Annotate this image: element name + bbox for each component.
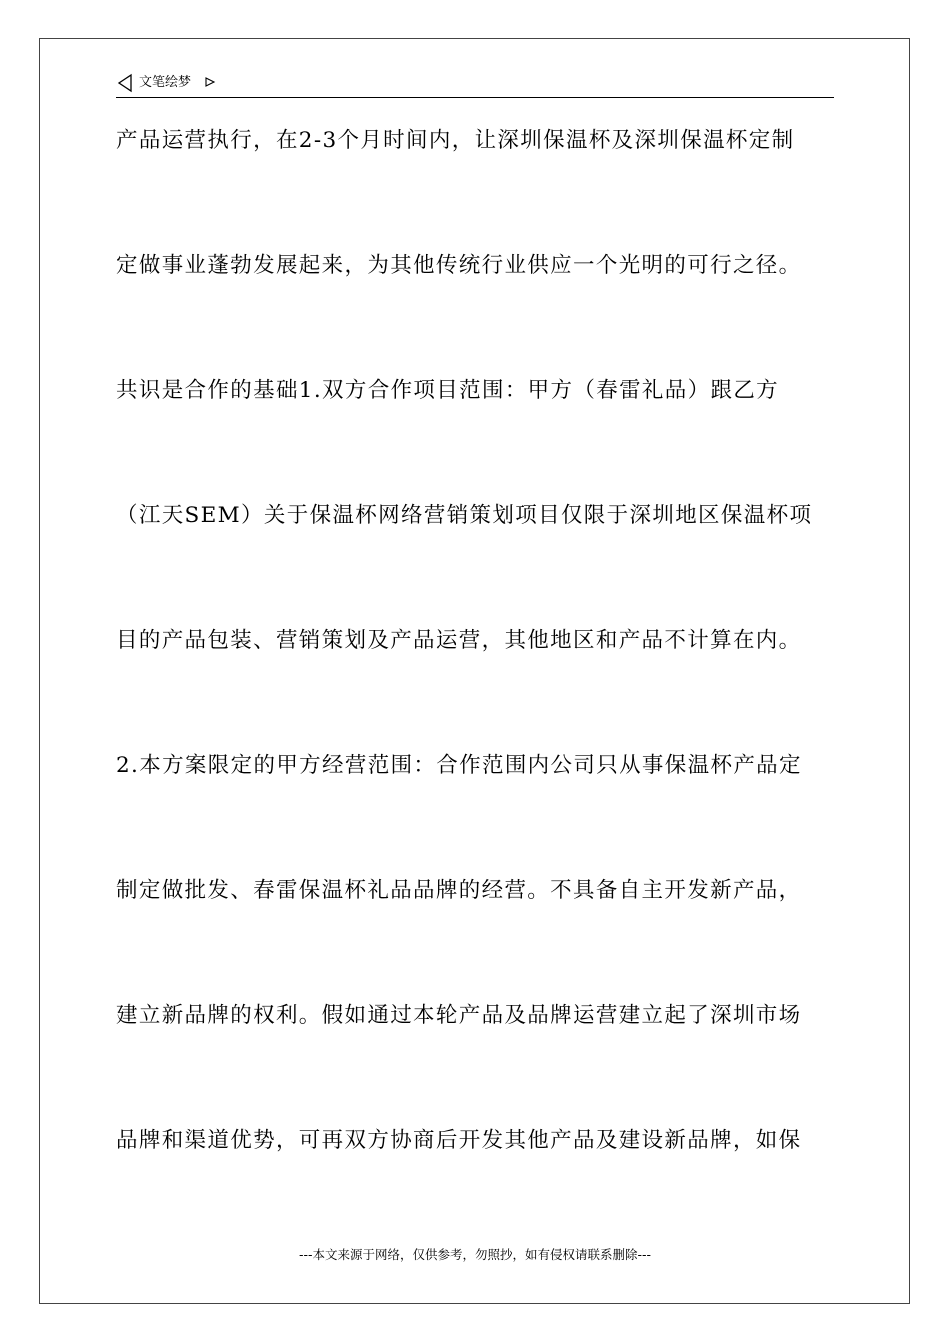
- paragraph-line: 品牌和渠道优势，可再双方协商后开发其他产品及建设新品牌，如保: [116, 1128, 802, 1153]
- page-header: [116, 72, 834, 98]
- paragraph-line: 建立新品牌的权利。假如通过本轮产品及品牌运营建立起了深圳市场: [116, 1003, 802, 1028]
- paragraph-line: 目的产品包装、营销策划及产品运营，其他地区和产品不计算在内。: [116, 628, 802, 653]
- paragraph-line: 制定做批发、春雷保温杯礼品品牌的经营。不具备自主开发新产品，: [116, 878, 802, 903]
- triangle-right-outline-icon: [204, 76, 216, 88]
- header-title: 文笔绘梦: [139, 75, 192, 90]
- triangle-left-outline-icon: [116, 73, 136, 93]
- footer-disclaimer: ---本文来源于网络，仅供参考，勿照抄，如有侵权请联系删除---: [298, 1247, 652, 1262]
- document-body: [116, 128, 856, 1253]
- paragraph-line: （江天SEM）关于保温杯网络营销策划项目仅限于深圳地区保温杯项: [116, 503, 813, 528]
- paragraph-line: 共识是合作的基础1.双方合作项目范围：甲方（春雷礼品）跟乙方: [116, 378, 780, 403]
- paragraph-line: 2.本方案限定的甲方经营范围：合作范围内公司只从事保温杯产品定: [116, 753, 802, 778]
- paragraph-line: 定做事业蓬勃发展起来，为其他传统行业供应一个光明的可行之径。: [116, 253, 802, 278]
- paragraph-line: 产品运营执行，在2-3个月时间内，让深圳保温杯及深圳保温杯定制: [116, 128, 795, 153]
